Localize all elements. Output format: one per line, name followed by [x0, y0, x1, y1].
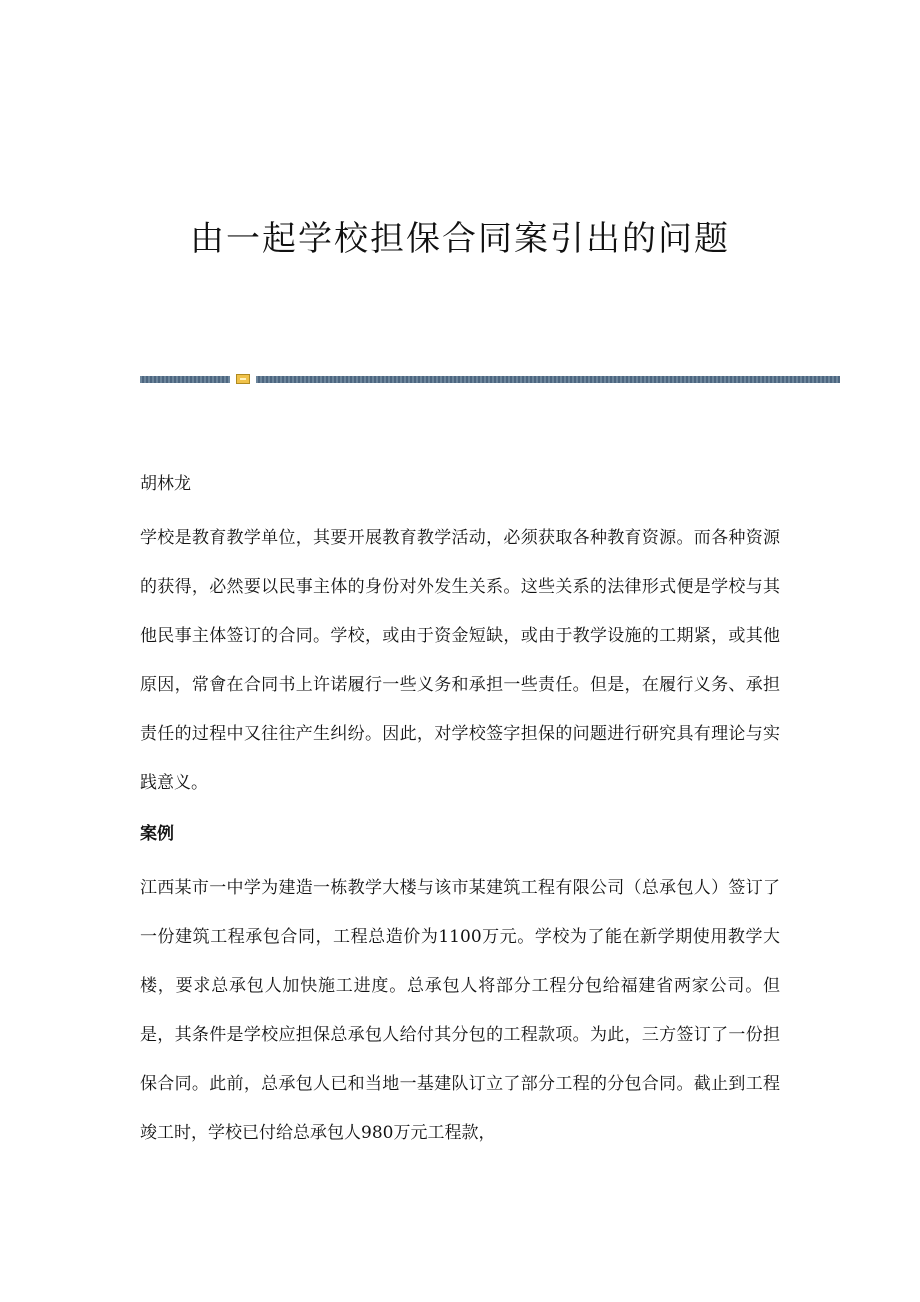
- divider-ornament-icon: [236, 374, 250, 384]
- case-paragraph: 江西某市一中学为建造一栋教学大楼与该市某建筑工程有限公司（总承包人）签订了一份建筑工程承包合同，工程总造价为1100万元。学校为了能在新学期使用教学大楼，要求总承包人加快施工进度。总承包人将部分工程分包给福建省两家公司。但是，其条件是学校应担保总承包人给付其分包的工程款项。为此，三方签订了一份担保合同。此前，总承包人已和当地一基建队订立了部分工程的分包合同。截止到工程竣工时，学校已付给总承包人980万元工程款，: [140, 878, 780, 1143]
- document-title: 由一起学校担保合同案引出的问题: [190, 219, 730, 259]
- intro-paragraph: 学校是教育教学单位，其要开展教育教学活动，必须获取各种教育资源。而各种资源的获得，必然要以民事主体的身份对外发生关系。这些关系的法律形式便是学校与其他民事主体签订的合同。学校，或由于资金短缺，或由于教学设施的工期紧，或其他原因，常會在合同书上许诺履行一些义务和承担一些责任。但是，在履行义务、承担责任的过程中又往往产生纠纷。因此，对学校签字担保的问题进行研究具有理论与实践意义。: [140, 528, 780, 793]
- title-divider: [140, 373, 840, 385]
- divider-bar-right: [256, 376, 840, 383]
- divider-bar-left: [140, 376, 230, 383]
- author-name: 胡林龙: [140, 474, 191, 494]
- section-heading: 案例: [140, 824, 174, 844]
